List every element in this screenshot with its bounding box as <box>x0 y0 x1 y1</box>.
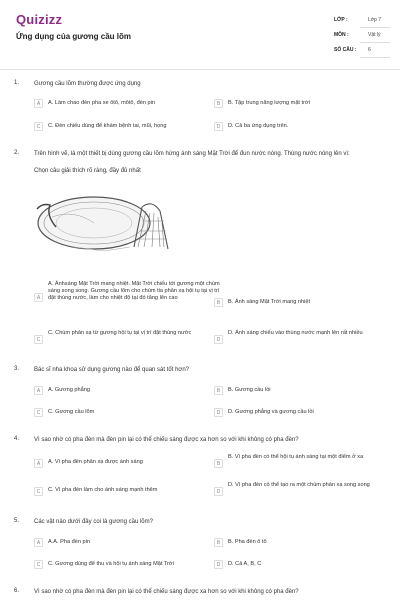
option-letter: A <box>34 293 43 302</box>
option-letter: D <box>214 122 223 131</box>
option-letter: C <box>34 408 43 417</box>
quizizz-logo: Quizizz <box>16 12 63 27</box>
question-text: Vì sao nhờ có pha đèn mà đèn pin lại có thể chiếu sáng được xa hơn so với khi không có pha đèn? <box>34 589 299 595</box>
option-text: B. Pha đèn ô tô <box>228 539 267 545</box>
question-number: 2. <box>14 150 20 156</box>
option-text: D. Ánh sáng chiếu vào thùng nước mạnh lên rất nhiều <box>228 330 363 336</box>
option-letter: D <box>214 560 223 569</box>
question-subtext: Chọn câu giải thích rõ ràng, đầy đủ nhất <box>34 168 141 174</box>
question-number: 5. <box>14 518 20 524</box>
option-text: C. Gương dùng để thu và hội tụ ánh sáng Mặt Trời <box>48 561 174 567</box>
option-letter: C <box>34 122 43 131</box>
meta-subject-label: MÔN : <box>334 32 349 38</box>
option-text: A. Làm chao đèn pha xe ôtô, môtô, đèn pin <box>48 100 155 106</box>
option-text: A.A. Pha đèn pin <box>48 539 90 545</box>
option-text: C. Đèn chiếu dùng để khám bệnh tai, mũi, họng <box>48 123 167 129</box>
page-title: Ứng dụng của gương cầu lõm <box>16 32 132 41</box>
option-text: D. Cả A, B, C <box>228 561 262 567</box>
meta-grade-label: LỚP : <box>334 17 348 23</box>
question-text: Bác sĩ nha khoa sử dụng gương nào để quan sát tốt hơn? <box>34 367 190 373</box>
option-letter: B <box>214 298 223 307</box>
meta-count <box>330 44 390 57</box>
meta-subject <box>330 29 390 42</box>
option-letter: A <box>34 538 43 547</box>
option-letter: A <box>34 99 43 108</box>
question-text: Trên hình vẽ, là một thiết bị dùng gương cầu lõm hứng ánh sáng Mặt Trời để đun nước nóng. Thùng nước nóng lên vì: <box>34 151 350 157</box>
option-text: C. Chùm phản xạ từ gương hội tụ tại vị trí đặt thùng nước <box>48 330 192 336</box>
meta-grade-value: Lớp 7 <box>368 17 382 23</box>
question-number: 3. <box>14 366 20 372</box>
option-text: A. Ánhsáng Mặt Trời mang nhiệt. Mặt Trời chiếu tới gương một chùm sáng song song. Gương cầu lõm cho chùm tia phản xạ hội tụ tại vị trí đặt thùng nước, làm cho nhiệt độ tại đó tăng lên cao <box>48 281 220 301</box>
option-text: A. Gương phẳng <box>48 387 90 393</box>
option-text: D. Gương phẳng và gương cầu lồi <box>228 409 314 415</box>
question-number: 1. <box>14 80 20 86</box>
question-text: Gương cầu lõm thường được ứng dụng <box>34 81 141 87</box>
option-letter: B <box>214 538 223 547</box>
question-text: Vì sao nhờ có pha đèn mà đèn pin lại có thể chiếu sáng được xa hơn so với khi không có pha đèn? <box>34 437 299 443</box>
option-letter: D <box>214 408 223 417</box>
meta-count-value: 6 <box>368 47 371 53</box>
concave-mirror-drawing <box>34 187 174 257</box>
option-text: D. Cả ba ứng dụng trên. <box>228 123 289 129</box>
option-letter: D <box>214 335 223 344</box>
meta-count-underline <box>360 57 390 58</box>
option-letter: D <box>214 487 223 496</box>
option-text: B. Tập trung năng lượng mặt trời <box>228 100 310 106</box>
option-letter: A <box>34 459 43 468</box>
option-text: B. Vì pha đèn có thể hội tụ ánh sáng tại một điểm ở xa <box>228 454 364 460</box>
question-number: 4. <box>14 436 20 442</box>
option-letter: A <box>34 386 43 395</box>
question-text: Các vật nào dưới đây coi là gương cầu lõm? <box>34 519 153 525</box>
meta-subject-value: Vật lý <box>368 32 381 38</box>
worksheet-header <box>0 0 400 70</box>
meta-grade-underline <box>360 27 390 28</box>
option-letter: C <box>34 560 43 569</box>
option-letter: C <box>34 487 43 496</box>
meta-grade <box>330 14 390 27</box>
option-text: C. Vì pha đèn làm cho ánh sáng mạnh thêm <box>48 487 158 493</box>
option-letter: B <box>214 459 223 468</box>
option-text: A. Vì pha đèn phản xạ được ánh sáng <box>48 459 143 465</box>
meta-count-label: SỐ CÂU : <box>334 47 357 53</box>
option-text: B. Ánh sáng Mặt Trời mang nhiệt <box>228 299 311 305</box>
option-text: D. Vì pha đèn có thể tạo ra một chùm phản xạ song song <box>228 482 370 488</box>
question-number: 6. <box>14 588 20 594</box>
option-letter: B <box>214 99 223 108</box>
meta-subject-underline <box>360 42 390 43</box>
option-text: B. Gương cầu lồi <box>228 387 271 393</box>
option-text: C. Gương cầu lõm <box>48 409 95 415</box>
solar-cooker-illustration <box>34 187 174 257</box>
option-letter: B <box>214 386 223 395</box>
option-letter: C <box>34 335 43 344</box>
